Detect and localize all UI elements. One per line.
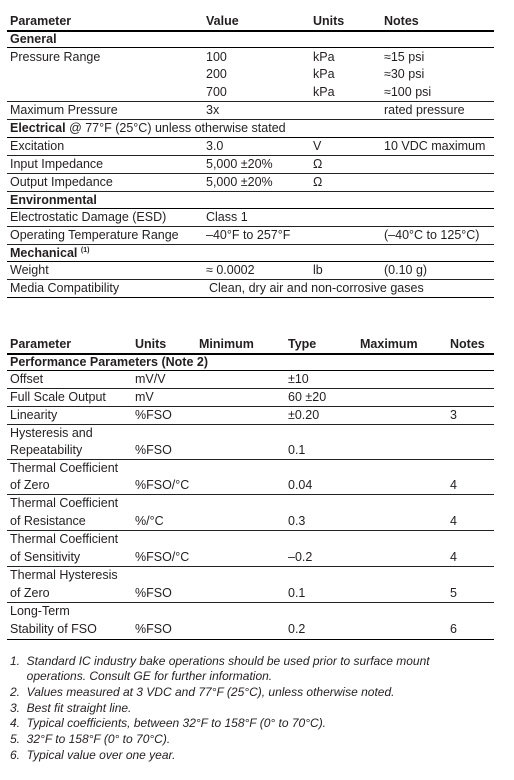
tcr-units: %/°C — [135, 514, 164, 528]
tcs-label-line2: of Sensitivity — [10, 550, 81, 564]
output-impedance-label: Output Impedance — [10, 175, 113, 189]
tcr-notes: 4 — [450, 514, 457, 528]
tcz-notes: 4 — [450, 478, 457, 492]
lts-notes: 6 — [450, 622, 457, 636]
op-temp-notes: (–40°C to 125°C) — [384, 228, 480, 242]
esd-value: Class 1 — [206, 210, 248, 224]
footnote-1-line2: operations. Consult GE for further information. — [10, 669, 273, 683]
tcr-label-line1: Thermal Coefficient — [10, 496, 119, 510]
pressure-notes-1: ≈15 psi — [384, 50, 425, 64]
offset-units: mV/V — [135, 372, 166, 386]
tcs-units: %FSO/°C — [135, 550, 190, 564]
tcs-notes: 4 — [450, 550, 457, 564]
linearity-notes: 3 — [450, 408, 457, 422]
footnote-6: 6. Typical value over one year. — [10, 748, 176, 762]
section-general: General — [10, 32, 57, 46]
hysteresis-label-line2: Repeatability — [10, 443, 83, 457]
header-units: Units — [313, 14, 345, 28]
footnote-5: 5. 32°F to 158°F (0° to 70°C). — [10, 732, 171, 746]
pressure-units-1: kPa — [313, 50, 335, 64]
tcr-label-line2: of Resistance — [10, 514, 86, 528]
max-pressure-notes: rated pressure — [384, 103, 465, 117]
op-temp-label: Operating Temperature Range — [10, 228, 179, 242]
footnote-1-line1: 1. Standard IC industry bake operations should be used prior to surface mount — [10, 654, 430, 668]
lts-type: 0.2 — [288, 622, 306, 636]
thz-notes: 5 — [450, 586, 457, 600]
max-pressure-value: 3x — [206, 103, 220, 117]
footnote-2: 2. Values measured at 3 VDC and 77°F (25°C), unless otherwise noted. — [10, 685, 395, 699]
esd-label: Electrostatic Damage (ESD) — [10, 210, 167, 224]
weight-notes: (0.10 g) — [384, 263, 428, 277]
header2-maximum: Maximum — [360, 337, 418, 351]
excitation-units: V — [313, 139, 322, 153]
tcr-type: 0.3 — [288, 514, 306, 528]
fso-label: Full Scale Output — [10, 390, 106, 404]
lts-units: %FSO — [135, 622, 172, 636]
section-mechanical — [10, 246, 89, 260]
tcs-label-line1: Thermal Coefficient — [10, 532, 119, 546]
lts-label-line1: Long-Term — [10, 604, 70, 618]
header-value: Value — [206, 14, 239, 28]
media-value: Clean, dry air and non-corrosive gases — [209, 281, 424, 295]
linearity-label: Linearity — [10, 408, 58, 422]
hysteresis-label-line1: Hysteresis and — [10, 426, 93, 440]
footnote-1 — [10, 654, 430, 684]
fso-type: 60 ±20 — [288, 390, 327, 404]
header-notes: Notes — [384, 14, 419, 28]
output-impedance-value: 5,000 ±20% — [206, 175, 273, 189]
pressure-value-3: 700 — [206, 85, 227, 99]
tcz-label-line2: of Zero — [10, 478, 50, 492]
header2-type: Type — [288, 337, 317, 351]
thz-label-line1: Thermal Hysteresis — [10, 568, 118, 582]
pressure-units-3: kPa — [313, 85, 335, 99]
input-impedance-label: Input Impedance — [10, 157, 104, 171]
lts-label-line2: Stability of FSO — [10, 622, 97, 636]
hysteresis-type: 0.1 — [288, 443, 306, 457]
thz-type: 0.1 — [288, 586, 306, 600]
weight-value: ≈ 0.0002 — [206, 263, 255, 277]
section-environmental: Environmental — [10, 193, 97, 207]
media-label: Media Compatibility — [10, 281, 120, 295]
electrical-condition: @ 77°F (25°C) unless otherwise stated — [65, 121, 286, 135]
weight-label: Weight — [10, 263, 49, 277]
footnote-3: 3. Best fit straight line. — [10, 701, 132, 715]
max-pressure-label: Maximum Pressure — [10, 103, 118, 117]
input-impedance-value: 5,000 ±20% — [206, 157, 273, 171]
pressure-units-2: kPa — [313, 67, 335, 81]
weight-units: lb — [313, 263, 323, 277]
tcz-units: %FSO/°C — [135, 478, 190, 492]
op-temp-value: –40°F to 257°F — [206, 228, 291, 242]
header2-notes: Notes — [450, 337, 485, 351]
footnote-4: 4. Typical coefficients, between 32°F to 158°F (0° to 70°C). — [10, 716, 327, 730]
hysteresis-units: %FSO — [135, 443, 172, 457]
header2-units: Units — [135, 337, 167, 351]
mechanical-title: Mechanical — [10, 246, 78, 260]
offset-label: Offset — [10, 372, 44, 386]
section-electrical — [10, 121, 286, 135]
pressure-notes-3: ≈100 psi — [384, 85, 432, 99]
thz-units: %FSO — [135, 586, 172, 600]
pressure-range-label: Pressure Range — [10, 50, 101, 64]
input-impedance-units: Ω — [313, 157, 323, 171]
section-performance: Performance Parameters (Note 2) — [10, 355, 208, 369]
excitation-notes: 10 VDC maximum — [384, 139, 486, 153]
excitation-label: Excitation — [10, 139, 65, 153]
header-parameter: Parameter — [10, 14, 72, 28]
tcz-label-line1: Thermal Coefficient — [10, 461, 119, 475]
linearity-units: %FSO — [135, 408, 172, 422]
pressure-value-2: 200 — [206, 67, 227, 81]
mechanical-footnote-ref: (1) — [80, 246, 90, 254]
fso-units: mV — [135, 390, 154, 404]
header2-minimum: Minimum — [199, 337, 254, 351]
thz-label-line2: of Zero — [10, 586, 50, 600]
offset-type: ±10 — [288, 372, 309, 386]
excitation-value: 3.0 — [206, 139, 224, 153]
electrical-title: Electrical — [10, 121, 66, 135]
output-impedance-units: Ω — [313, 175, 323, 189]
header2-parameter: Parameter — [10, 337, 72, 351]
pressure-notes-2: ≈30 psi — [384, 67, 425, 81]
tcz-type: 0.04 — [288, 478, 313, 492]
pressure-value-1: 100 — [206, 50, 227, 64]
linearity-type: ±0.20 — [288, 408, 320, 422]
tcs-type: –0.2 — [288, 550, 313, 564]
